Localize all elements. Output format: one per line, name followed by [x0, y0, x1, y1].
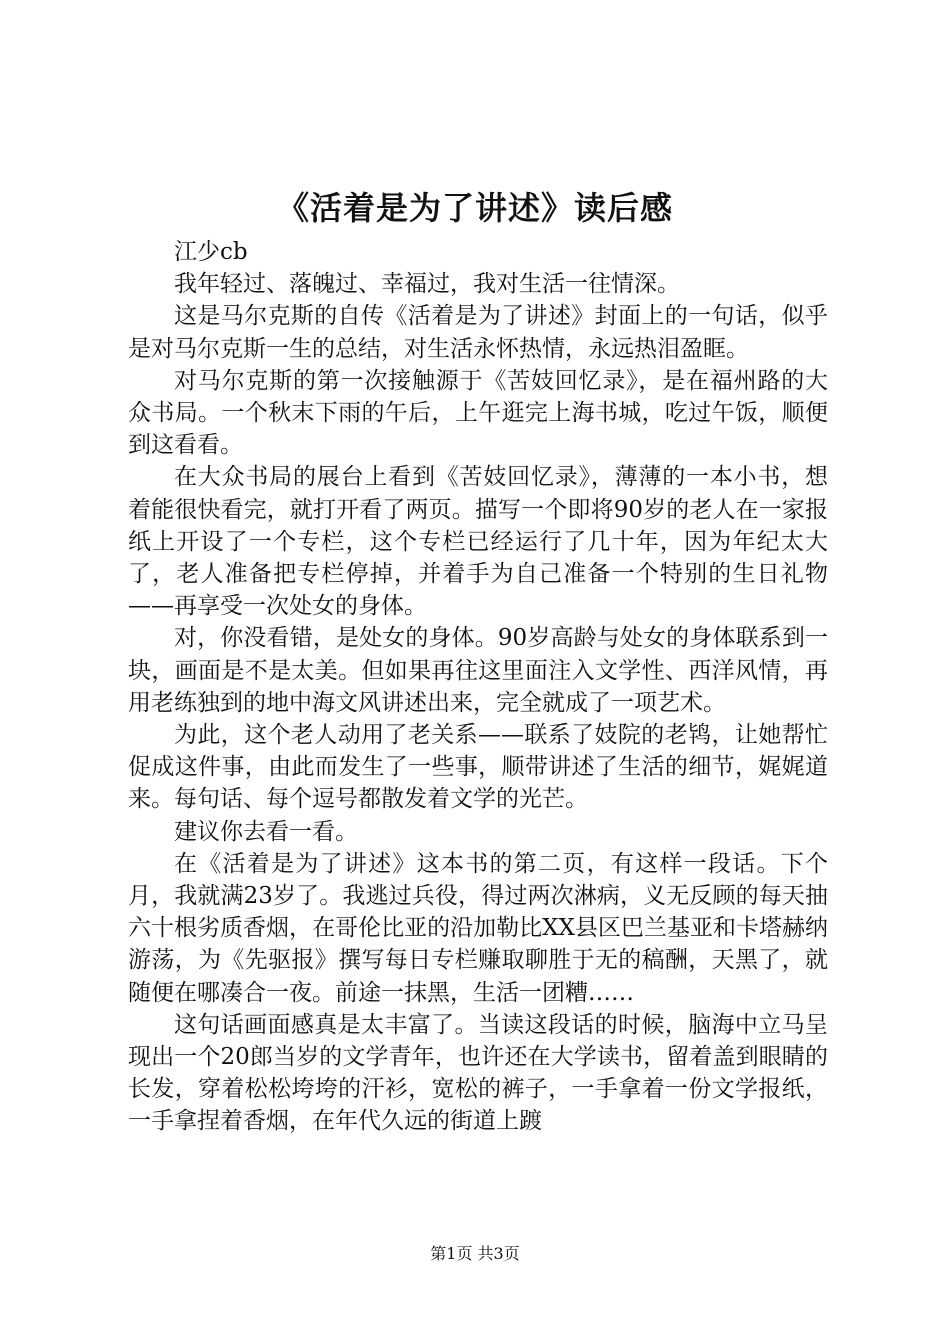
page-footer: 第1页 共3页 — [430, 1244, 520, 1263]
paragraph-2: 这是马尔克斯的自传《活着是为了讲述》封面上的一句话，似乎是对马尔克斯一生的总结，对生活永怀热情，永远热泪盈眶。 — [128, 303, 828, 362]
paragraph-6: 为此，这个老人动用了老关系——联系了妓院的老鸨，让她帮忙促成这件事，由此而发生了一些事，顺带讲述了生活的细节，娓娓道来。每句话、每个逗号都散发着文学的光芒。 — [128, 722, 828, 813]
paragraph-3: 对马尔克斯的第一次接触源于《苦妓回忆录》，是在福州路的大众书局。一个秋末下雨的午后，上午逛完上海书城，吃过午饭，顺便到这看看。 — [128, 367, 828, 459]
paragraph-1: 我年轻过、落魄过、幸福过，我对生活一往情深。 — [174, 271, 680, 298]
paragraph-9: 这句话画面感真是太丰富了。当读这段话的时候，脑海中立马呈现出一个20郎当岁的文学青年，也许还在大学读书，留着盖到眼睛的长发，穿着松松垮垮的汗衫，宽松的裤子，一手拿着一份文学报纸，一手拿捏着香烟，在年代久远的街道上踱 — [128, 1011, 828, 1135]
paragraph-5: 对，你没看错，是处女的身体。90岁高龄与处女的身体联系到一块，画面是不是太美。但如果再往这里面注入文学性、西洋风情，再用老练独到的地中海文风讲述出来，完全就成了一项艺术。 — [128, 625, 828, 716]
paragraph-8: 在《活着是为了讲述》这本书的第二页，有这样一段话。下个月，我就满23岁了。我逃过兵役，得过两次淋病，义无反顾的每天抽六十根劣质香烟，在哥伦比亚的沿加勒比XX县区巴兰基亚和卡塔赫纳游荡，为《先驱报》撰写每日专栏赚取聊胜于无的稿酬，天黑了，就随便在哪凑合一夜。前途一抹黑，生活一团糟…… — [128, 850, 828, 1006]
paragraph-4: 在大众书局的展台上看到《苦妓回忆录》，薄薄的一本小书，想着能很快看完，就打开看了两页。描写一个即将90岁的老人在一家报纸上开设了一个专栏，这个专栏已经运行了几十年，因为年纪太大了，老人准备把专栏停掉，并着手为自己准备一个特别的生日礼物——再享受一次处女的身体。 — [128, 464, 828, 620]
author-line: 江少cb — [174, 239, 248, 265]
document-title: 《活着是为了讲述》读后感 — [276, 189, 673, 227]
document-body — [128, 236, 828, 1138]
paragraph-7: 建议你去看一看。 — [174, 818, 358, 845]
